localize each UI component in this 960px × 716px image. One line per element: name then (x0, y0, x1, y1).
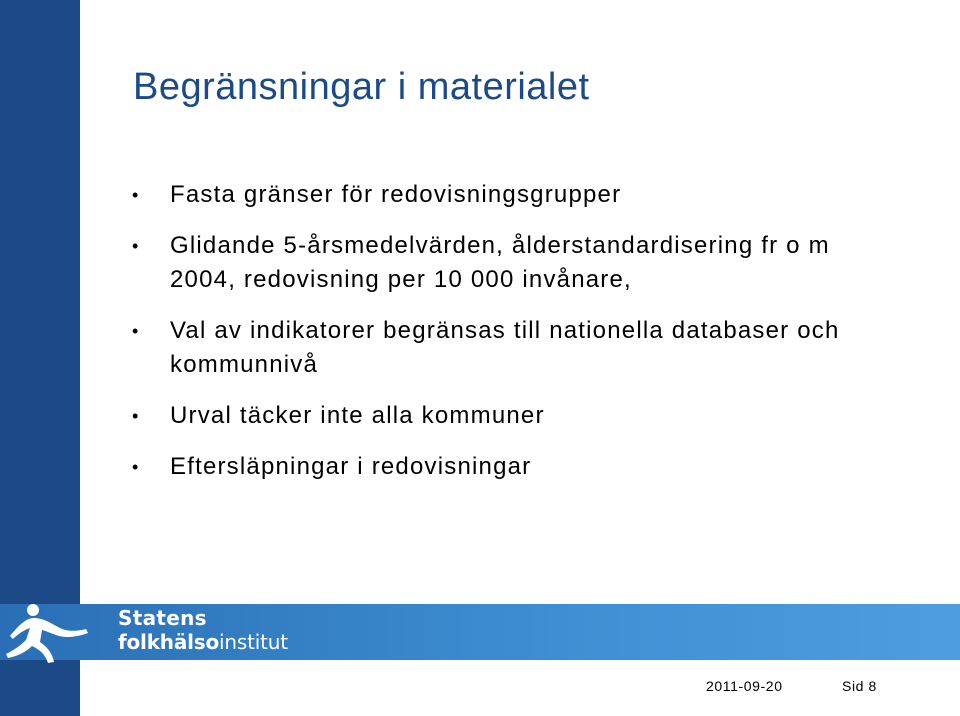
bullet-list (132, 178, 892, 501)
bullet-dot: • (132, 185, 140, 205)
running-figure-icon (0, 596, 100, 666)
logo-line-folkhalsoinstitut (118, 630, 288, 654)
bullet-dot: • (132, 321, 140, 341)
bullet-text: Fasta gränser för redovisningsgrupper (170, 181, 622, 208)
bullet-item (132, 314, 892, 382)
bullet-item (132, 229, 892, 297)
bullet-item (132, 399, 892, 433)
bullet-dot: • (132, 236, 140, 256)
slide-title: Begränsningar i materialet (133, 66, 590, 108)
organization-logo (118, 606, 288, 654)
bullet-item (132, 178, 892, 212)
bullet-text: Glidande 5-årsmedelvärden, ålderstandardisering fr o m 2004, redovisning per 10 000 invånare, (170, 232, 830, 293)
footer-date: 2011-09-20 (706, 678, 783, 694)
bullet-dot: • (132, 457, 140, 477)
footer-page-number: Sid 8 (842, 678, 877, 694)
bullet-text: Val av indikatorer begränsas till nationella databaser och kommunnivå (170, 317, 840, 378)
bullet-item (132, 450, 892, 484)
bullet-dot: • (132, 406, 140, 426)
logo-bold-part: folkhälso (118, 630, 220, 654)
bullet-text: Eftersläpningar i redovisningar (170, 453, 532, 480)
logo-rest-part: institut (219, 630, 288, 654)
bullet-text: Urval täcker inte alla kommuner (170, 402, 545, 429)
logo-line-statens: Statens (118, 606, 207, 630)
